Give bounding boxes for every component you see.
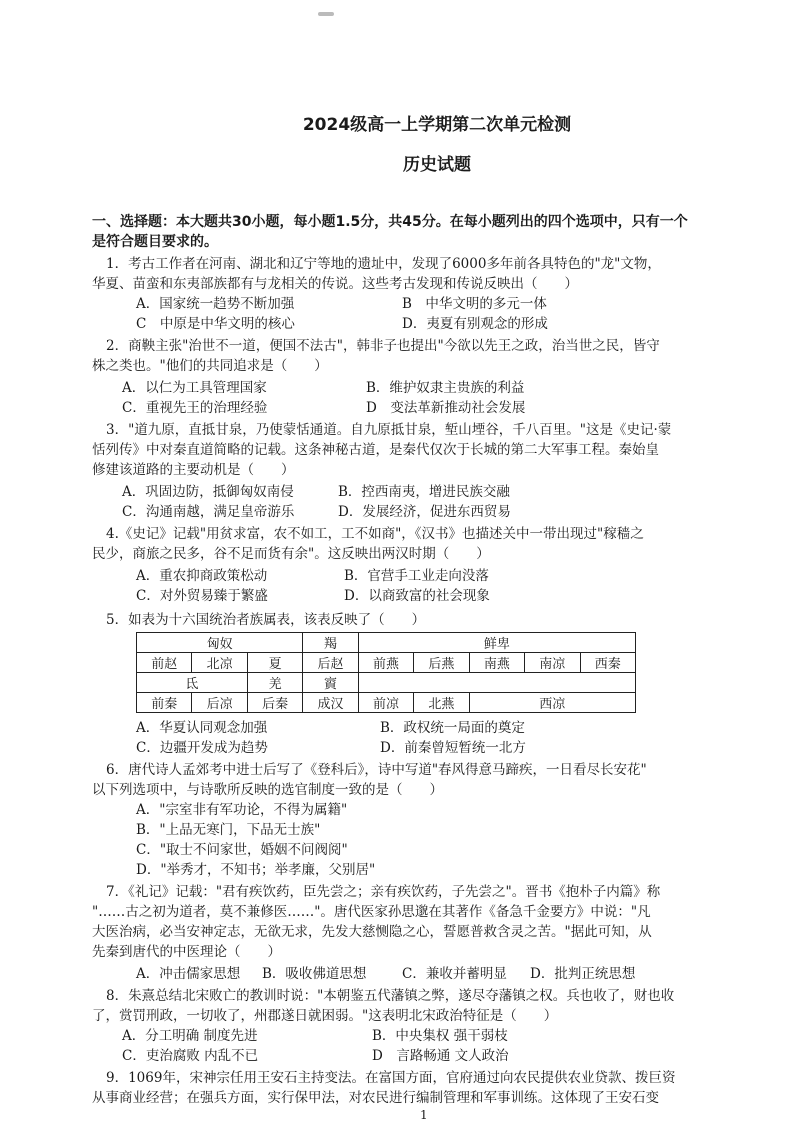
- q3-stem-line1: 3．"道九原，直抵甘泉，乃使蒙恬通道。自九原抵甘泉，堑山堙谷，千八百里。"这是《史记·蒙: [106, 422, 672, 438]
- q8-option-a: A．分工明确 制度先进: [122, 1028, 258, 1044]
- q6-option-d: D．"举秀才，不知书；举孝廉，父别居": [136, 862, 376, 878]
- q1-stem-line2: 华夏、苗蛮和东夷部族都有与龙相关的传说。这些考古发现和传说反映出（ ）: [92, 276, 578, 292]
- table-cell: 前燕: [358, 653, 413, 673]
- q5-option-a: A．华夏认同观念加强: [136, 720, 268, 736]
- table-cell: 南燕: [469, 653, 524, 673]
- q3-stem-line3: 修建该道路的主要动机是（ ）: [92, 462, 295, 478]
- section-heading-line2: 是符合题目要求的。: [92, 234, 218, 250]
- q2-stem-line1: 2．商鞅主张"治世不一道，便国不法古"，韩非子也提出"今欲以先王之政，治当世之民，皆守: [106, 338, 660, 354]
- q7-stem-line1: 7．《礼记》记载："君有疾饮药，臣先尝之；亲有疾饮药，子先尝之"。晋书《抱朴子内篇》称: [106, 884, 661, 900]
- q5-stem: 5．如表为十六国统治者族属表，该表反映了（ ）: [106, 610, 782, 630]
- q8-stem-line2: 了，赏罚刑政，一切收了，州郡遂日就困弱。"这表明北宋政治特征是（ ）: [92, 1008, 558, 1024]
- q3-stem-line2: 恬列传》中对秦直道简略的记载。这条神秘古道，是秦代仅次于长城的第二大军事工程。秦始皇: [92, 442, 659, 458]
- section-heading-line1: 一、选择题：本大题共30小题，每小题1.5分，共45分。在每小题列出的四个选项中，只有一个: [92, 214, 688, 230]
- q4-stem-line2: 民少，商旅之民多，谷不足而货有余"。这反映出两汉时期（ ）: [92, 546, 490, 562]
- q1-option-b: B 中华文明的多元一体: [402, 296, 547, 312]
- q1-option-c: C 中原是中华文明的核心: [136, 316, 295, 332]
- q7-option-c: C．兼收并蓄明显: [402, 966, 507, 982]
- table-cell: 西凉: [469, 693, 635, 713]
- scan-smudge: [318, 12, 334, 16]
- table-cell: 前赵: [137, 653, 192, 673]
- q1-stem-line1: 1．考古工作者在河南、湖北和辽宁等地的遗址中，发现了6000多年前各具特色的"龙"文物，: [106, 256, 661, 272]
- q8-option-d: D 言路畅通 文人政治: [372, 1048, 509, 1064]
- table-cell: 北燕: [414, 693, 469, 713]
- table-cell: 北凉: [192, 653, 247, 673]
- q5-option-b: B．政权统一局面的奠定: [380, 720, 525, 736]
- table-cell: 南凉: [525, 653, 580, 673]
- q5-option-c: C．边疆开发成为趋势: [136, 740, 268, 756]
- q4-stem-line1: 4.《史记》记载"用贫求富，农不如工，工不如商"，《汉书》也描述关中一带出现过"稼穑之: [106, 526, 644, 542]
- q3-option-c: C．沟通南越，满足皇帝游乐: [122, 504, 295, 520]
- q4-option-d: D．以商致富的社会现象: [344, 588, 490, 604]
- q6-stem-line2: 以下列选项中，与诗歌所反映的选官制度一致的是（ ）: [92, 782, 443, 798]
- q2-option-c: C．重视先王的治理经验: [122, 400, 268, 416]
- exam-subtitle: 历史试题: [403, 155, 471, 175]
- table-cell-empty: [358, 673, 635, 693]
- page-number: 1: [420, 1108, 428, 1122]
- q8-option-c: C．吏治腐败 内乱不已: [122, 1048, 259, 1064]
- q7-option-a: A．冲击儒家思想: [136, 966, 241, 982]
- exam-title: 2024级高一上学期第二次单元检测: [302, 115, 572, 135]
- q5-table: [136, 632, 636, 713]
- q4-option-a: A．重农抑商政策松动: [136, 568, 268, 584]
- q6-option-c: C．"取士不问家世，婚姻不问阀阅": [136, 842, 348, 858]
- q8-option-b: B．中央集权 强干弱枝: [372, 1028, 508, 1044]
- table-cell: 后秦: [247, 693, 302, 713]
- table-cell: 前秦: [137, 693, 192, 713]
- q2-option-b: B．维护奴隶主贵族的利益: [366, 380, 525, 396]
- table-group-di: 氐: [137, 673, 248, 693]
- table-cell: 后燕: [414, 653, 469, 673]
- table-cell: 后赵: [303, 653, 358, 673]
- q7-stem-line4: 先秦到唐代的中医理论（ ）: [92, 944, 281, 960]
- table-cell: 前凉: [358, 693, 413, 713]
- q7-option-d: D．批判正统思想: [530, 966, 636, 982]
- table-group-xiongnu: 匈奴: [137, 633, 303, 653]
- q2-option-a: A．以仁为工具管理国家: [122, 380, 267, 396]
- q4-option-c: C．对外贸易臻于繁盛: [136, 588, 268, 604]
- q7-stem-line2: "……古之初为道者，莫不兼修医……"。唐代医家孙思邈在其著作《备急千金要方》中说："凡: [92, 904, 651, 920]
- q3-option-b: B．控西南夷，增进民族交融: [338, 484, 510, 500]
- q1-option-d: D．夷夏有别观念的形成: [402, 316, 548, 332]
- table-group-jie: 羯: [303, 633, 358, 653]
- q6-option-a: A．"宗室非有军功论，不得为属籍": [136, 802, 348, 818]
- table-cell: 西秦: [580, 653, 636, 673]
- q3-option-d: D．发展经济，促进东西贸易: [338, 504, 511, 520]
- table-group-qiang: 羌: [247, 673, 302, 693]
- q8-stem-line1: 8．朱熹总结北宋败亡的教训时说："本朝鉴五代藩镇之弊，遂尽夺藩镇之权。兵也收了，财也收: [106, 988, 675, 1004]
- q3-option-a: A．巩固边防，抵御匈奴南侵: [122, 484, 294, 500]
- q2-stem-line2: 株之类也。"他们的共同追求是（ ）: [92, 358, 328, 374]
- q9-stem-line2: 从事商业经营；在强兵方面，实行保甲法，对农民进行编制管理和军事训练。这体现了王安石变: [92, 1090, 659, 1106]
- table-group-cong: 賨: [303, 673, 358, 693]
- q5-option-d: D．前秦曾短暂统一北方: [380, 740, 526, 756]
- table-group-xianbei: 鲜卑: [358, 633, 635, 653]
- table-cell: 成汉: [303, 693, 358, 713]
- q7-stem-line3: 大医治病，必当安神定志，无欲无求，先发大慈恻隐之心，誓愿普救含灵之苦。"据此可知，从: [92, 924, 652, 940]
- q6-option-b: B．"上品无寒门，下品无士族": [136, 822, 321, 838]
- table-cell: 后凉: [192, 693, 247, 713]
- q9-stem-line1: 9．1069年，宋神宗任用王安石主持变法。在富国方面，官府通过向农民提供农业贷款、拨巨资: [106, 1070, 676, 1086]
- q7-option-b: B．吸收佛道思想: [262, 966, 367, 982]
- table-cell: 夏: [247, 653, 302, 673]
- q6-stem-line1: 6．唐代诗人孟郊考中进士后写了《登科后》，诗中写道"春风得意马蹄疾，一日看尽长安花": [106, 762, 647, 778]
- q2-option-d: D 变法革新推动社会发展: [366, 400, 526, 416]
- q1-option-a: A．国家统一趋势不断加强: [136, 296, 295, 312]
- q4-option-b: B．官营手工业走向没落: [344, 568, 489, 584]
